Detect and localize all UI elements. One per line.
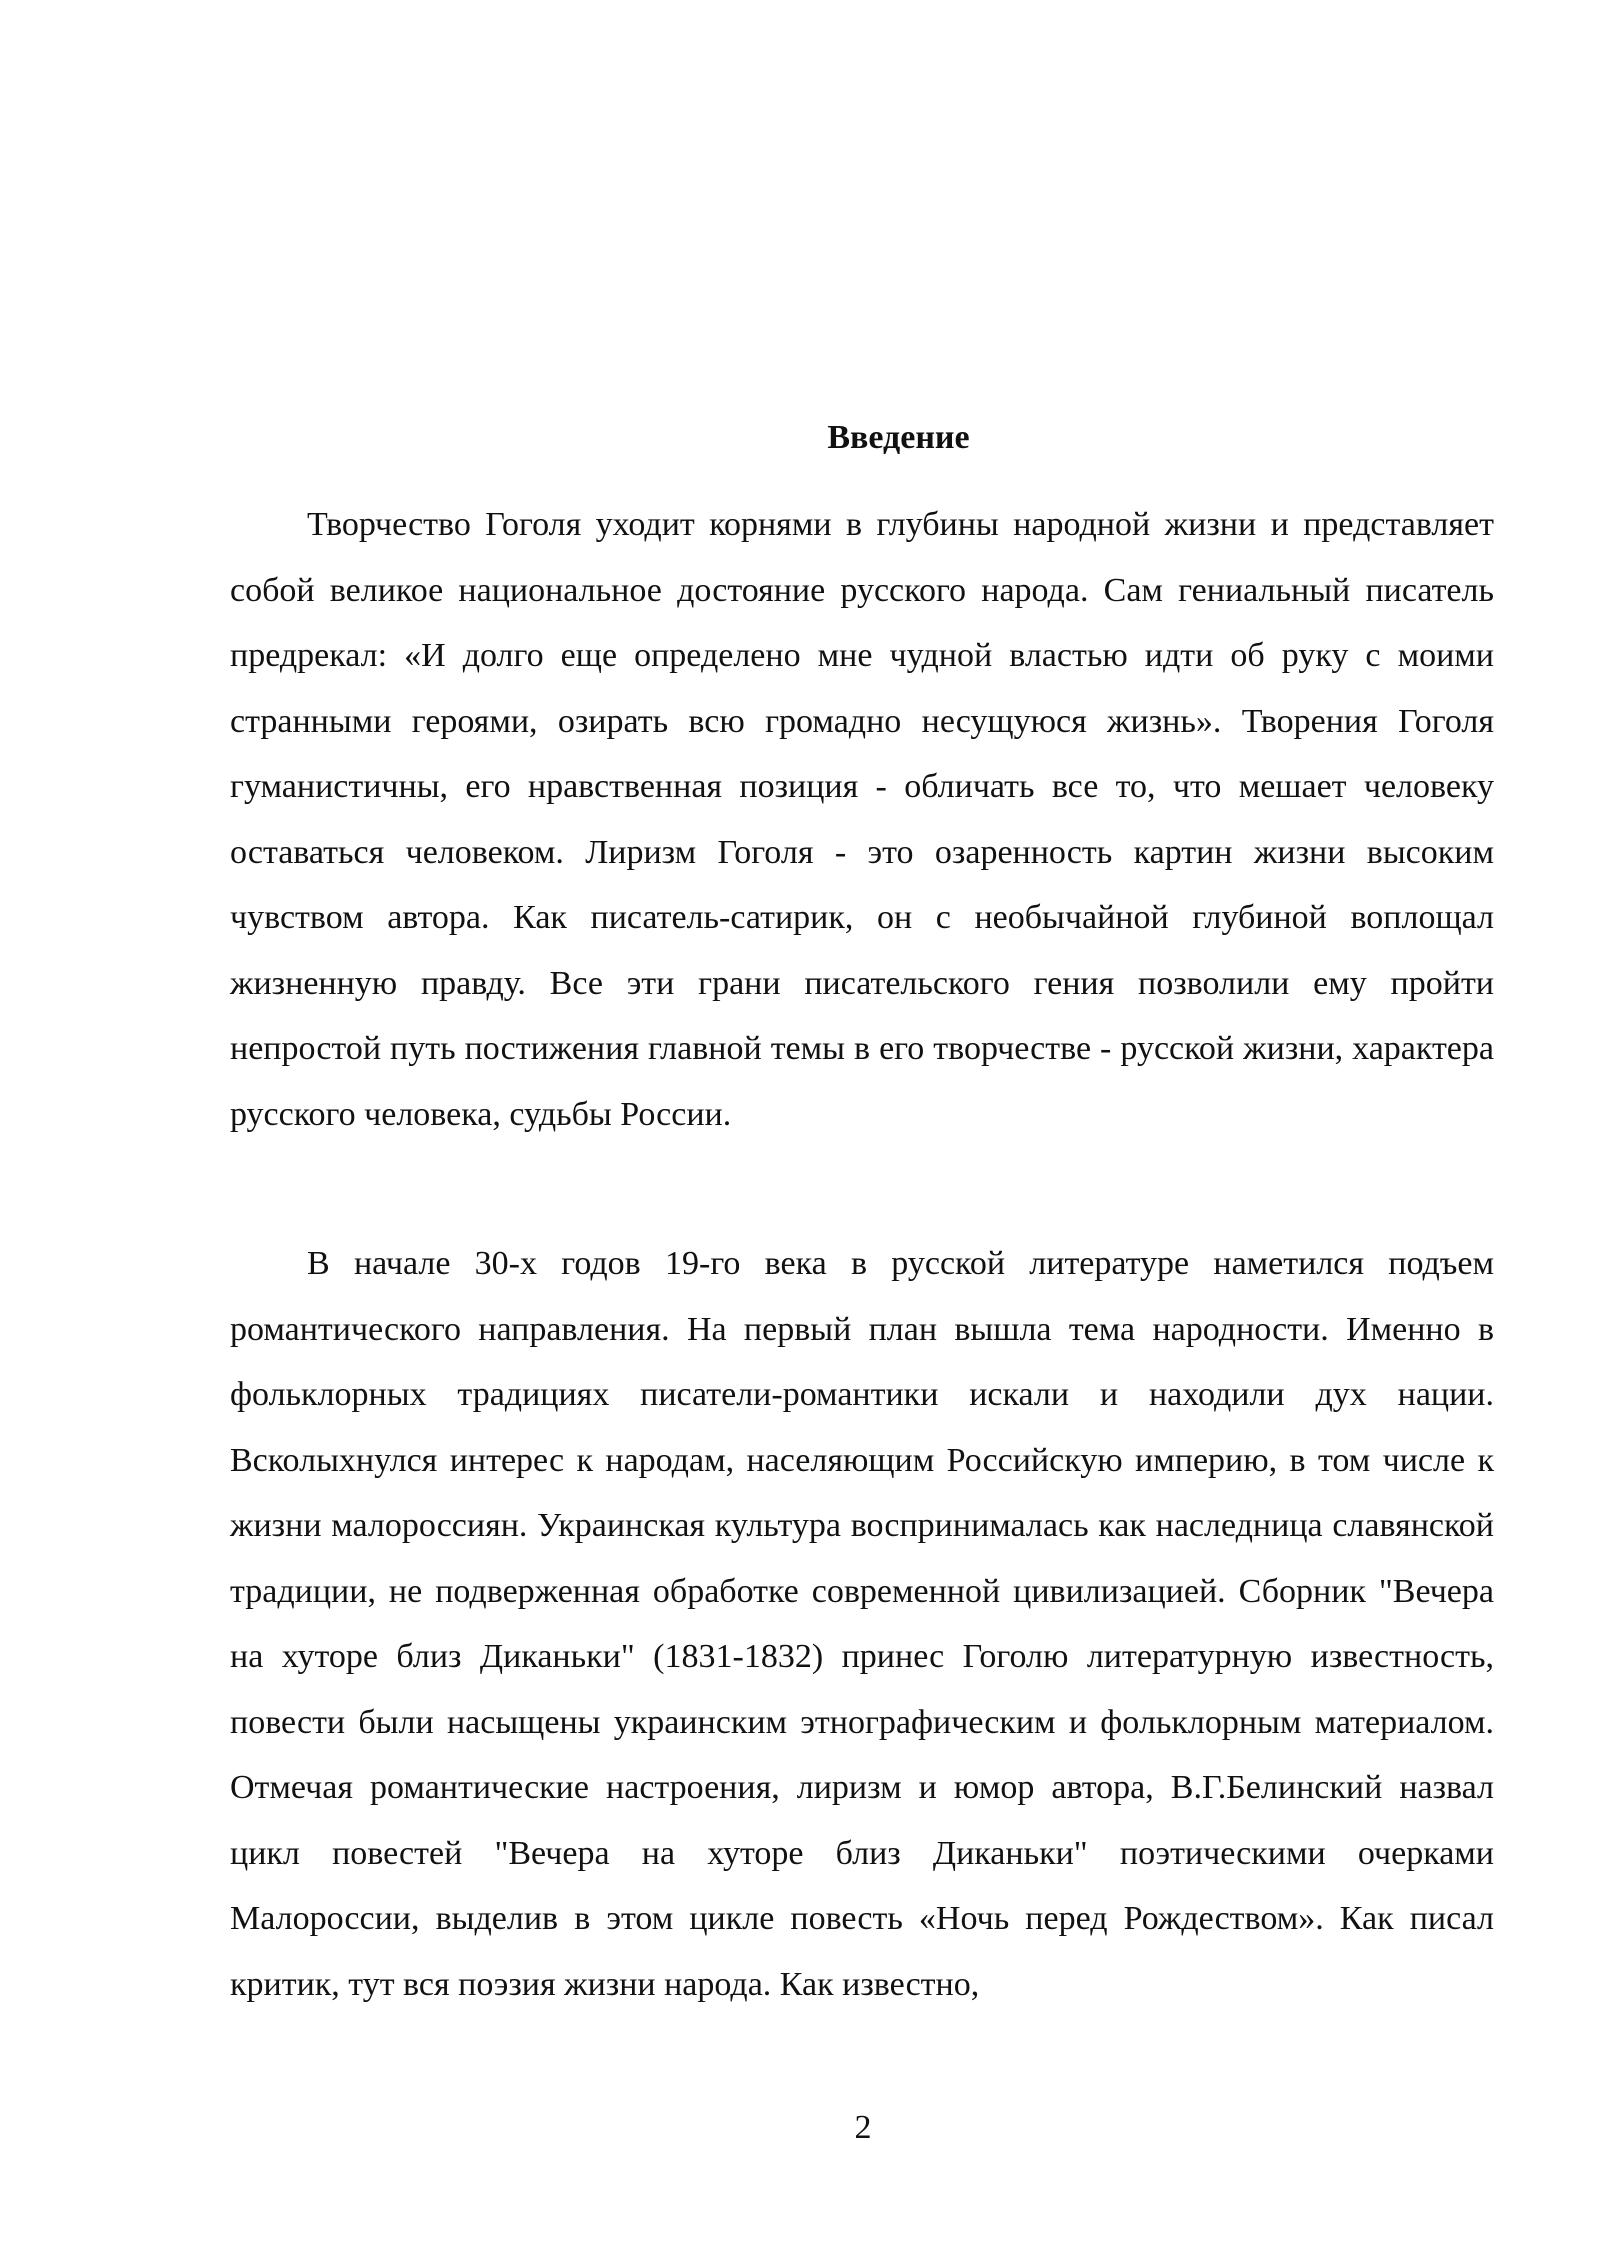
paragraph-intro: Творчество Гоголя уходит корнями в глубины народной жизни и представляет собой великое национальное достояние русского народа. Сам гениальный писатель предрекал: «И долго еще определено мне чудной властью идти об руку с моими странными героями, озирать всю громадно несущуюся жизнь». Творения Гоголя гуманистичны, его нравственная позиция - обличать все то, что мешает человеку оставаться человеком. Лиризм Гоголя - это озаренность картин жизни высоким чувством автора. Как писатель-сатирик, он с необычайной глубиной воплощал жизненную правду. Все эти грани писательского гения позволили ему пройти непростой путь постижения главной темы в его творчестве - русской жизни, характера русского человека, судьбы России. <box>230 506 1494 1133</box>
paragraph-romanticism: В начале 30-х годов 19-го века в русской литературе наметился подъем романтического направления. На первый план вышла тема народности. Именно в фольклорных традициях писатели-романтики искали и находили дух нации. Всколыхнулся интерес к народам, населяющим Российскую империю, в том числе к жизни малороссиян. Украинская культура воспринималась как наследница славянской традиции, не подверженная обработке современной цивилизацией. Сборник "Вечера на хуторе близ Диканьки" (1831-1832) принес Гоголю литературную известность, повести были насыщены украинским этнографическим и фольклорным материалом. Отмечая романтические настроения, лиризм и юмор автора, В.Г.Белинский назвал цикл повестей "Вечера на хуторе близ Диканьки" поэтическими очерками Малороссии, выделив в этом цикле повесть «Ночь перед Рождеством». Как писал критик, тут вся поэзия жизни народа. Как известно, <box>230 1245 1494 2003</box>
page-number: 2 <box>854 2109 872 2146</box>
section-heading: Введение <box>827 419 970 456</box>
